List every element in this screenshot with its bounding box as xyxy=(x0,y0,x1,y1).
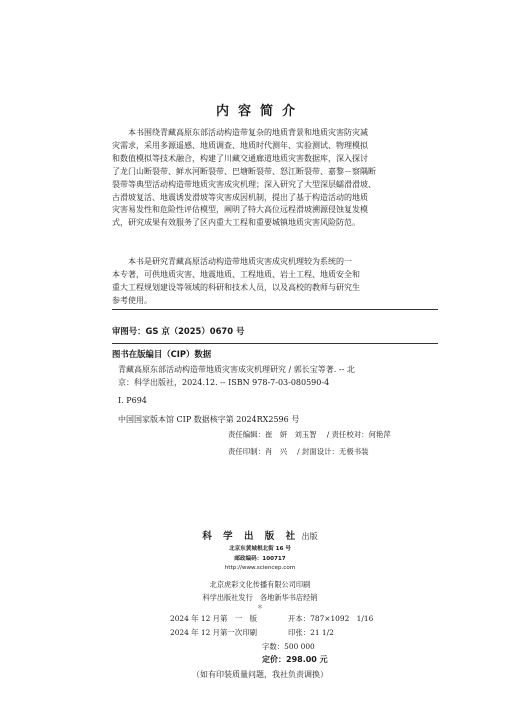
word-count: 字数：500 000 xyxy=(262,642,315,651)
quality-notice: （如有印装质量问题，我社负责调换） xyxy=(192,670,328,679)
paragraph-line: 本书是研究青藏高原活动构造带地质灾害成灾机理较为系统的一 xyxy=(112,257,352,266)
cover-design: / 封面设计：无极书装 xyxy=(297,447,369,456)
summary-paragraph-1 xyxy=(112,127,436,230)
cip-record-number: 中国国家版本馆 CIP 数据核字第 2024RX2596 号 xyxy=(118,415,300,424)
paragraph-line: 了龙门山断裂带、鲜水河断裂带、巴塘断裂带、怒江断裂带、嘉黎－察隅断 xyxy=(112,166,376,176)
cip-heading: 图书在版编目（CIP）数据 xyxy=(112,349,212,359)
paragraph-line: 参考使用。 xyxy=(112,295,152,305)
paragraph-line: 古滑坡复活、地震诱发滑坡等灾害成因机制，提出了基于构造活动的地质 xyxy=(112,192,368,202)
summary-title: 内容简介 xyxy=(215,104,304,119)
map-review-number: 审图号：GS 京（2025）0670 号 xyxy=(112,326,245,336)
divider-bottom xyxy=(112,343,438,344)
paragraph-line: 和数值模拟等技术融合，构建了川藏交通廊道地质灾害数据库，深入探讨 xyxy=(112,153,368,163)
publisher-line xyxy=(0,528,520,542)
cip-line-2: 京：科学出版社，2024.12. -- ISBN 978-7-03-080590-4 xyxy=(118,378,330,387)
publisher-address: 北京东黄城根北街 16 号 xyxy=(228,546,292,552)
responsible-printing: 责任印制：肖 兴 xyxy=(228,447,288,456)
production-credits xyxy=(228,446,369,457)
book-format: 开本：787×1092 1/16 xyxy=(288,614,374,623)
paragraph-line: 重大工程规划建设等领域的科研和技术人员，以及高校的教师与研究生 xyxy=(112,282,360,292)
publisher-name: 科 学 出 版 社 xyxy=(202,531,300,542)
responsible-editor: 责任编辑：崔 妍 刘玉智 xyxy=(228,430,317,439)
edition-date: 2024 年 12 月第 一 版 xyxy=(170,614,257,623)
paragraph-line: 裂带等典型活动构造带地质灾害成灾机理；深入研究了大型深层蠕滑滑坡、 xyxy=(112,179,376,189)
responsible-proofreader: / 责任校对：何艳萍 xyxy=(326,430,391,439)
divider-top xyxy=(112,309,438,310)
editor-credits xyxy=(228,429,391,440)
paragraph-line: 式，研究成果有效服务了区内重大工程和重要城镇地质灾害风险防范。 xyxy=(112,218,360,228)
summary-paragraph-2 xyxy=(112,256,436,308)
paragraph-line: 本书围绕青藏高原东部活动构造带复杂的地质背景和地质灾害防灾减 xyxy=(112,128,368,137)
printed-sheets: 印张：21 1/2 xyxy=(288,628,334,637)
printing-date: 2024 年 12 月第一次印刷 xyxy=(170,628,257,637)
paragraph-line: 灾害易发性和危险性评估模型，阐明了特大高位远程滑坡溯源侵蚀复发模 xyxy=(112,205,368,215)
publisher-suffix: 出版 xyxy=(301,532,318,541)
printer: 北京虎彩文化传播有限公司印刷 xyxy=(209,580,311,589)
price: 定价：298.00 元 xyxy=(262,655,328,664)
asterisk-separator: ＊ xyxy=(256,604,263,611)
cip-line-1: 青藏高原东部活动构造带地质灾害成灾机理研究 / 郭长宝等著. -- 北 xyxy=(118,365,355,374)
cip-classification: Ⅰ. P694 xyxy=(118,396,147,405)
paragraph-line: 灾需求，采用多源遥感、地质调查、地质时代测年、实验测试、物理模拟 xyxy=(112,140,368,150)
distribution: 科学出版社发行 各地新华书店经销 xyxy=(202,593,318,602)
publisher-website: http://www.sciencep.com xyxy=(224,565,296,571)
paragraph-line: 本专著，可供地质灾害、地震地质、工程地质、岩土工程、地质安全和 xyxy=(112,269,360,279)
publisher-postcode: 邮政编码：100717 xyxy=(234,556,286,562)
